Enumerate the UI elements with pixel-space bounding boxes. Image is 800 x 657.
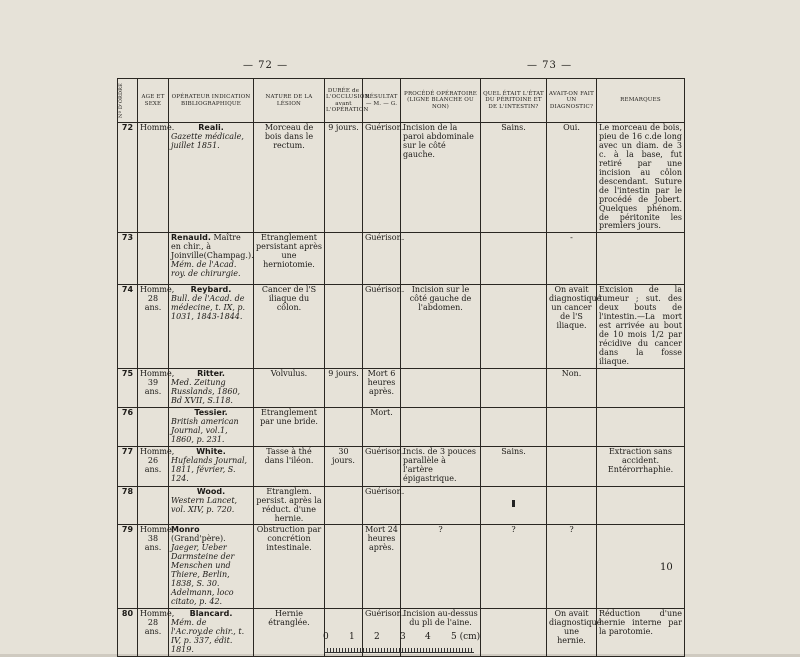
diagnosis-cell [547,486,597,525]
order-number: 80 [118,609,138,657]
operator-name: Blancard. [189,609,233,619]
table-row [118,407,685,446]
diagnosis-cell: Non. [547,369,597,408]
operator-cell [169,525,254,609]
state-cell [481,486,547,525]
operator-cell [169,407,254,446]
scale-ruler [318,632,488,644]
result-cell: Mort. [363,407,401,446]
state-cell [481,609,547,657]
remarks-cell [597,486,685,525]
age-cell [138,407,169,446]
nature-cell: Etranglem. persist. après la réduct. d'une hernie. [254,486,325,525]
age-cell: Homme, 39 ans. [138,369,169,408]
age-cell: Homme, 28 ans. [138,285,169,369]
nature-cell: Obstruction par concrétion intestinale. [254,525,325,609]
table-row [118,233,685,285]
header-duration: DURÉE de L'OCCLUSION avant L'OPÉRATION [325,79,363,123]
procedure-cell [401,233,481,285]
diagnosis-cell [547,407,597,446]
header-diagnosis: AVAIT-ON FAIT UN DIAGNOSTIC? [547,79,597,123]
diagnosis-cell: Oui. [547,123,597,233]
operator-reference: Bull. de l'Acad. de médecine, t. IX, p. 1031, 1843-1844. [171,294,246,322]
state-cell [481,285,547,369]
ink-mark [512,500,515,507]
table-row [118,446,685,486]
header-procedure: PROCÉDÉ OPÉRATOIRE (LIGNE BLANCHE OU NON) [401,79,481,123]
age-cell: Homme, 26 ans. [138,446,169,486]
age-cell: Homme, 28 ans. [138,609,169,657]
remarks-cell: Réduction d'une hernie interne par la parotomie. [597,609,685,657]
scale-label: 5 (cm) [451,632,481,642]
result-cell: Guérison. [363,486,401,525]
duration-cell [325,407,363,446]
operator-cell [169,369,254,408]
scale-label: 3 [400,632,406,642]
nature-cell: Morceau de bois dans le rectum. [254,123,325,233]
operator-reference: Med. Zeitung Russlands, 1860, Bd XVII, S.118. [171,377,241,405]
result-cell: Guérison. [363,446,401,486]
case-register-table [117,78,685,657]
nature-cell: Volvulus. [254,369,325,408]
result-cell: Guérison. [363,609,401,657]
result-cell: Mort 6 heures après. [363,369,401,408]
header-row [118,79,685,123]
scale-bar [324,646,474,653]
age-cell: Homme, 38 ans. [138,525,169,609]
scale-labels [318,632,488,644]
duration-cell [325,233,363,285]
state-cell: Sains. [481,446,547,486]
header-remarks: REMARQUES [597,79,685,123]
operator-cell [169,123,254,233]
operator-name: Ritter. [197,369,225,379]
nature-cell: Etranglement persistant après une herniotomie. [254,233,325,285]
result-cell: Guérison. [363,285,401,369]
operator-cell [169,486,254,525]
scale-label: 2 [374,632,380,642]
state-cell [481,233,547,285]
operator-cell [169,233,254,285]
operator-cell [169,285,254,369]
operator-name: Tessier. [194,407,228,417]
operator-reference: British american Journal, vol.1, 1860, p. 231. [171,416,239,444]
order-number: 79 [118,525,138,609]
nature-cell: Cancer de l'S iliaque du côlon. [254,285,325,369]
diagnosis-cell: On avait diagnostiqué une hernie. [547,609,597,657]
duration-cell [325,486,363,525]
scale-label: 0 [323,632,329,642]
operator-cell [169,446,254,486]
result-cell: Mort 24 heures après. [363,525,401,609]
age-cell [138,233,169,285]
operator-cell [169,609,254,657]
order-number: 76 [118,407,138,446]
operator-name: Reybard. [190,285,232,295]
table-row [118,525,685,609]
age-cell: Homme. [138,123,169,233]
result-cell: Guérison. [363,123,401,233]
remarks-cell: Le morceau de bois, pieu de 16 c.de long avec un diam. de 3 c. à la base, fut retiré par une incision au côlon descendant. Suture de l'intestin par le procédé de Jobert. Quelques phénom. de péritonite les premiers jours. [597,123,685,233]
procedure-cell: Incision au-dessus du pli de l'aine. [401,609,481,657]
signature-number: 10 [660,562,673,573]
remarks-cell: Extraction sans accident. Entérorrhaphie. [597,446,685,486]
remarks-cell [597,369,685,408]
diagnosis-cell: On avait diagnostiqué un cancer de l'S iliaque. [547,285,597,369]
header-order: Nº D'ORDRE [118,79,138,123]
page-number-right: — 73 — [527,60,573,71]
order-number: 73 [118,233,138,285]
diagnosis-cell [547,446,597,486]
table-row [118,369,685,408]
order-number: 75 [118,369,138,408]
operator-name: White. [196,446,226,456]
state-cell: ? [481,525,547,609]
order-number: 78 [118,486,138,525]
header-state: QUEL ÉTAIT L'ÉTAT DU PÉRITOINE ET DE L'INTESTIN? [481,79,547,123]
duration-cell: 9 jours. [325,123,363,233]
order-number: 77 [118,446,138,486]
procedure-cell: Incision sur le côté gauche de l'abdomen. [401,285,481,369]
operator-reference: Hufelands Journal, 1811, février, S. 124. [171,455,248,483]
duration-cell: 30 jours. [325,446,363,486]
nature-cell: Tasse à thé dans l'iléon. [254,446,325,486]
table-row [118,123,685,233]
nature-cell: Hernie étranglée. [254,609,325,657]
procedure-cell: ? [401,525,481,609]
operator-reference: Mém. de l'Acad. roy. de chirurgie. [171,260,241,279]
header-nature: NATURE DE LA LÉSION [254,79,325,123]
procedure-cell: Incision de la paroi abdominale sur le côté gauche. [401,123,481,233]
remarks-cell [597,407,685,446]
order-number: 72 [118,123,138,233]
operator-name: Monro [171,525,200,535]
order-number: 74 [118,285,138,369]
duration-cell [325,285,363,369]
header-age: AGE ET SEXE [138,79,169,123]
duration-cell: 9 jours. [325,369,363,408]
operator-reference: Gazette médicale, juillet 1851. [171,131,244,150]
header-result: RÉSULTAT — M. — G. [363,79,401,123]
table-row [118,285,685,369]
page-number-left: — 72 — [243,60,289,71]
state-cell [481,369,547,408]
header-operator: OPÉRATEUR INDICATION BIBLIOGRAPHIQUE [169,79,254,123]
operator-reference: Mém. de l'Ac.roy.de chir., t. IV, p. 337, édit. 1819. [171,617,245,654]
age-cell [138,486,169,525]
result-cell: Guérison. [363,233,401,285]
operator-reference: Jaeger, Ueber Darmsteine der Menschen und Thiere, Berlin, 1838, S. 30. Adelmann, loco citato, p. 42. [171,543,235,607]
nature-cell: Etranglement par une bride. [254,407,325,446]
procedure-cell [401,486,481,525]
scale-label: 1 [349,632,355,642]
operator-name: Renauld. [171,233,211,243]
operator-reference: Western Lancet, vol. XIV, p. 720. [171,495,238,514]
operator-name-tail: (Grand'père). [171,534,226,544]
state-cell: Sains. [481,123,547,233]
operator-name: Wood. [196,486,226,496]
state-cell [481,407,547,446]
procedure-cell [401,369,481,408]
procedure-cell: Incis. de 3 pouces parallèle à l'artère épigastrique. [401,446,481,486]
duration-cell [325,525,363,609]
operator-name: Reali. [198,123,224,132]
operator-name-tail: Maître en chir., à Joinville(Champag.). [171,233,254,261]
procedure-cell [401,407,481,446]
remarks-cell [597,233,685,285]
remarks-cell: Excision de la tumeur ; sut. des deux bouts de l'intestin.—La mort est arrivée au bout de 10 mois 1/2 par récidive du cancer dans la fosse iliaque. [597,285,685,369]
table-row [118,486,685,525]
scale-label: 4 [425,632,431,642]
diagnosis-cell: ? [547,525,597,609]
diagnosis-cell: - [547,233,597,285]
